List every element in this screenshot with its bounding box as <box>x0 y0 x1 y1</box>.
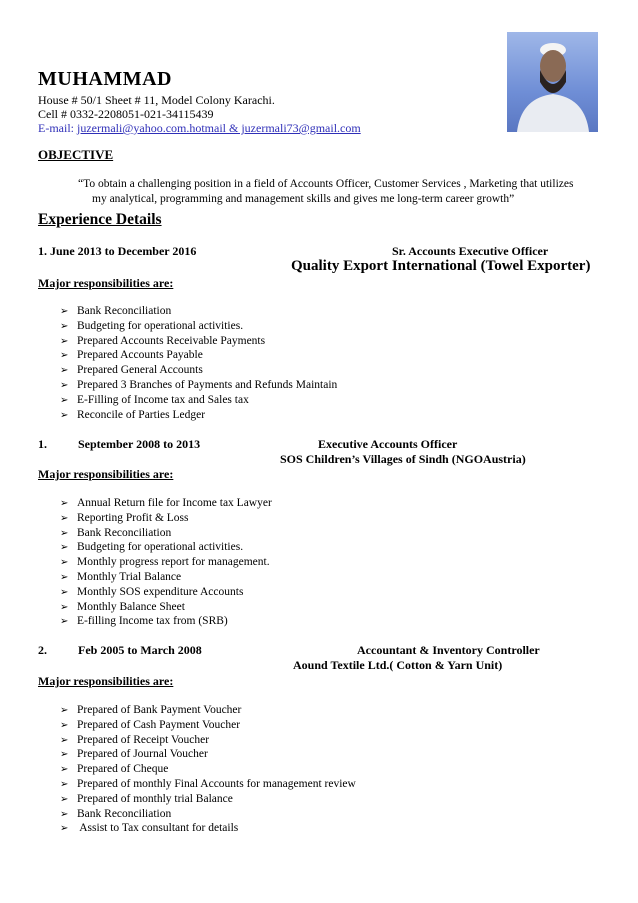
arrow-bullet-icon: ➢ <box>60 823 69 835</box>
objective-heading: OBJECTIVE <box>38 147 114 162</box>
list-item: ➢ Prepared of Receipt Voucher <box>60 733 356 748</box>
list-item: ➢ Annual Return file for Income tax Lawyer <box>60 496 272 511</box>
arrow-bullet-icon: ➢ <box>60 778 69 790</box>
job3-company: Aound Textile Ltd.( Cotton & Yarn Unit) <box>293 658 503 672</box>
list-item: ➢ Bank Reconciliation <box>60 304 337 319</box>
arrow-bullet-icon: ➢ <box>60 542 69 554</box>
job1-responsibility-list <box>60 304 337 422</box>
arrow-bullet-icon: ➢ <box>60 350 69 362</box>
experience-heading: Experience Details <box>38 211 162 228</box>
arrow-bullet-icon: ➢ <box>60 616 69 628</box>
arrow-bullet-icon: ➢ <box>60 409 69 421</box>
list-item: ➢ Budgeting for operational activities. <box>60 319 337 334</box>
job2-number: 1. <box>38 437 47 451</box>
list-item: ➢ Prepared of Bank Payment Voucher <box>60 703 356 718</box>
arrow-bullet-icon: ➢ <box>60 808 69 820</box>
list-item: ➢ Assist to Tax consultant for details <box>60 821 356 836</box>
list-item: ➢ Budgeting for operational activities. <box>60 540 272 555</box>
list-item: ➢ Prepared of Cheque <box>60 762 356 777</box>
list-item: ➢ E-filling Income tax from (SRB) <box>60 614 272 629</box>
arrow-bullet-icon: ➢ <box>60 705 69 716</box>
arrow-bullet-icon: ➢ <box>60 306 69 317</box>
arrow-bullet-icon: ➢ <box>60 320 69 332</box>
arrow-bullet-icon: ➢ <box>60 379 69 391</box>
job1-title: Sr. Accounts Executive Officer <box>392 244 549 258</box>
arrow-bullet-icon: ➢ <box>60 365 69 377</box>
list-item: ➢ Monthly Balance Sheet <box>60 600 272 615</box>
arrow-bullet-icon: ➢ <box>60 498 69 509</box>
email-link[interactable]: juzermali@yahoo.com.hotmail & juzermali73@gmail.com <box>77 121 361 135</box>
list-item: ➢ E-Filling of Income tax and Sales tax <box>60 393 337 408</box>
list-item: ➢ Monthly Trial Balance <box>60 570 272 585</box>
email-line <box>38 121 361 136</box>
job3-responsibility-list <box>60 703 356 836</box>
job2-responsibility-list <box>60 496 272 629</box>
job1-responsibilities-heading: Major responsibilities are: <box>38 276 174 290</box>
arrow-bullet-icon: ➢ <box>60 601 69 613</box>
address-line: House # 50/1 Sheet # 11, Model Colony Karachi. <box>38 93 275 107</box>
job3-number: 2. <box>38 643 47 657</box>
arrow-bullet-icon: ➢ <box>60 764 69 776</box>
job3-responsibilities-heading: Major responsibilities are: <box>38 674 174 688</box>
arrow-bullet-icon: ➢ <box>60 571 69 583</box>
profile-photo <box>507 32 598 132</box>
email-label: E-mail: <box>38 121 77 135</box>
job1-company: Quality Export International (Towel Exporter) <box>291 258 591 274</box>
job2-company: SOS Children’s Villages of Sindh (NGOAustria) <box>280 452 526 466</box>
arrow-bullet-icon: ➢ <box>60 527 69 539</box>
job3-title: Accountant & Inventory Controller <box>357 643 540 657</box>
arrow-bullet-icon: ➢ <box>60 335 69 347</box>
arrow-bullet-icon: ➢ <box>60 512 69 524</box>
list-item: ➢ Prepared 3 Branches of Payments and Refunds Maintain <box>60 378 337 393</box>
objective-line-1: “To obtain a challenging position in a field of Accounts Officer, Customer Services , Marketing that utilizes <box>78 178 574 190</box>
job3-period: Feb 2005 to March 2008 <box>78 643 202 657</box>
list-item: ➢ Prepared General Accounts <box>60 363 337 378</box>
list-item: ➢ Monthly progress report for management. <box>60 555 272 570</box>
list-item: ➢ Bank Reconciliation <box>60 807 356 822</box>
job2-period: September 2008 to 2013 <box>78 437 201 451</box>
objective-text <box>78 177 598 207</box>
list-item: ➢ Bank Reconciliation <box>60 526 272 541</box>
list-item: ➢ Prepared Accounts Payable <box>60 348 337 363</box>
job2-responsibilities-heading: Major responsibilities are: <box>38 467 174 481</box>
candidate-name: MUHAMMAD <box>38 68 172 90</box>
job1-period: 1. June 2013 to December 2016 <box>38 244 197 258</box>
arrow-bullet-icon: ➢ <box>60 394 69 406</box>
arrow-bullet-icon: ➢ <box>60 734 69 746</box>
arrow-bullet-icon: ➢ <box>60 793 69 805</box>
arrow-bullet-icon: ➢ <box>60 557 69 569</box>
list-item: ➢ Prepared of Journal Voucher <box>60 747 356 762</box>
arrow-bullet-icon: ➢ <box>60 749 69 761</box>
list-item: ➢ Prepared of monthly trial Balance <box>60 792 356 807</box>
job2-title: Executive Accounts Officer <box>318 437 458 451</box>
cell-line: Cell # 0332-2208051-021-34115439 <box>38 107 214 121</box>
list-item: ➢ Monthly SOS expenditure Accounts <box>60 585 272 600</box>
list-item: ➢ Reconcile of Parties Ledger <box>60 408 337 423</box>
arrow-bullet-icon: ➢ <box>60 586 69 598</box>
list-item: ➢ Prepared of monthly Final Accounts for management review <box>60 777 356 792</box>
objective-line-2: my analytical, programming and management skills and gives me long-term career growth” <box>92 193 515 205</box>
list-item: ➢ Prepared Accounts Receivable Payments <box>60 334 337 349</box>
arrow-bullet-icon: ➢ <box>60 719 69 731</box>
list-item: ➢ Reporting Profit & Loss <box>60 511 272 526</box>
list-item: ➢ Prepared of Cash Payment Voucher <box>60 718 356 733</box>
